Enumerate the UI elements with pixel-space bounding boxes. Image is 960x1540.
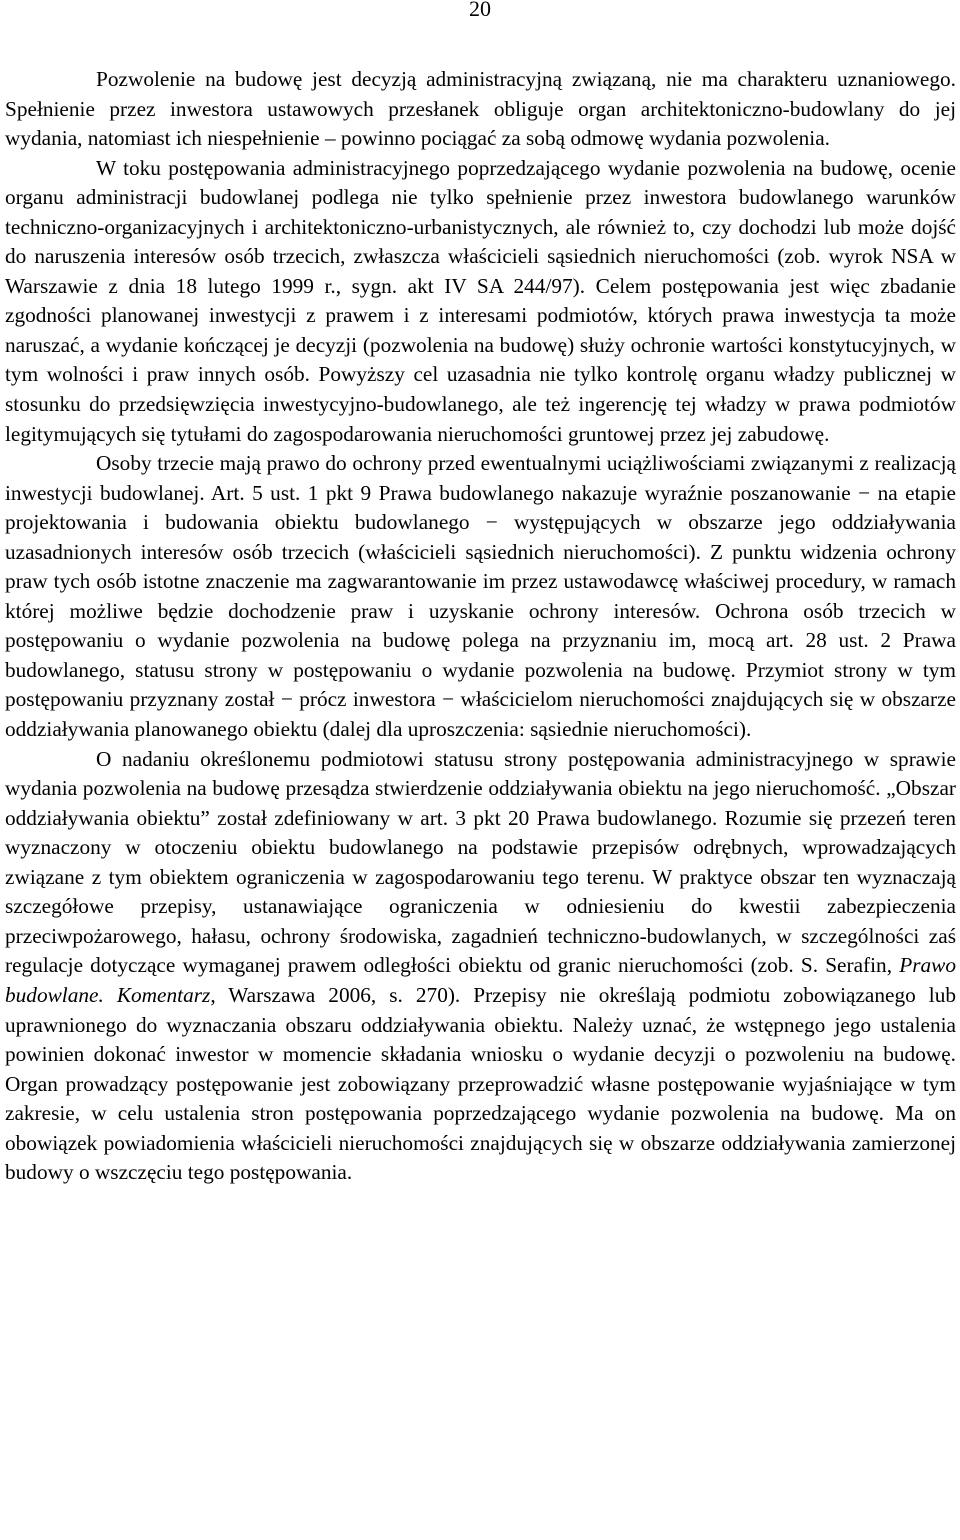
cited-work-title: Prawo budowlane. Komentarz [5,953,956,1007]
page-number: 20 [469,0,491,21]
paragraph-1: Pozwolenie na budowę jest decyzją administracyjną związaną, nie ma charakteru uznaniowego. Spełnienie przez inwestora ustawowych przesłanek obliguje organ architektoniczno-budowlany do jej wydania, natomiast ich niespełnienie – powinno pociągać za sobą odmowę wydania pozwolenia. [5,67,956,151]
paragraph-4 [5,745,956,1188]
paragraph-4-text-end: , Warszawa 2006, s. 270). Przepisy nie określają podmiotu zobowiązanego lub uprawnionego do wyznaczania obszaru oddziaływania obiektu. Należy uznać, że wstępnego jego ustalenia powinien dokonać inwestor w momencie składania wniosku o wydanie decyzji o pozwoleniu na budowę. Organ prowadzący postępowanie jest zobowiązany przeprowadzić własne postępowanie wyjaśniające w tym zakresie, w celu ustalenia stron postępowania poprzedzającego wydanie pozwolenia na budowę. Ma on obowiązek powiadomienia właścicieli nieruchomości znajdujących się w obszarze oddziaływania zamierzonej budowy o wszczęciu tego postępowania. [5,982,957,1185]
paragraph-2: W toku postępowania administracyjnego poprzedzającego wydanie pozwolenia na budowę, ocenie organu administracji budowlanej podlega nie tylko spełnienie przez inwestora budowlanego warunków techniczno-organizacyjnych i architektoniczno-urbanistycznych, ale również to, czy dochodzi lub może dojść do naruszenia interesów osób trzecich, zwłaszcza właścicieli sąsiednich nieruchomości (zob. wyrok NSA w Warszawie z dnia 18 lutego 1999 r., sygn. akt IV SA 244/97). Celem postępowania jest więc zbadanie zgodności planowanej inwestycji z prawem i z interesami podmiotów, których prawa inwestycja ta może naruszać, a wydanie kończącej je decyzji (pozwolenia na budowę) służy ochronie wartości konstytucyjnych, w tym wolności i praw innych osób. Powyższy cel uzasadnia nie tylko kontrolę organu władzy publicznej w stosunku do przedsięwzięcia inwestycyjno-budowlanego, ale też ingerencję tej władzy w prawa podmiotów legitymujących się tytułami do zagospodarowania nieruchomości gruntowej przez jej zabudowę. [5,155,956,446]
paragraph-4-text-start: O nadaniu określonemu podmiotowi statusu strony postępowania administracyjnego w sprawie wydania pozwolenia na budowę przesądza stwierdzenie oddziaływania obiektu na jego nieruchomość. „Obszar oddziaływania obiektu” został zdefiniowany w art. 3 pkt 20 Prawa budowlanego. Rozumie się przezeń teren wyznaczony w otoczeniu obiektu budowlanego na podstawie przepisów odrębnych, wprowadzających związane z tym obiektem ograniczenia w zagospodarowaniu tego terenu. W praktyce obszar ten wyznaczają szczegółowe przepisy, ustanawiające ograniczenia w odniesieniu do kwestii zabezpieczenia przeciwpożarowego, hałasu, ochrony środowiska, zagadnień techniczno-budowlanych, w szczególności zaś regulacje dotyczące wymaganej prawem odległości obiektu od granic nieruchomości (zob. S. Serafin, [5,746,956,978]
paragraph-3: Osoby trzecie mają prawo do ochrony przed ewentualnymi uciążliwościami związanymi z realizacją inwestycji budowlanej. Art. 5 ust. 1 pkt 9 Prawa budowlanego nakazuje wyraźnie poszanowanie − na etapie projektowania i budowania obiektu budowlanego − występujących w obszarze jego oddziaływania uzasadnionych interesów osób trzecich (właścicieli sąsiednich nieruchomości). Z punktu widzenia ochrony praw tych osób istotne znaczenie ma zagwarantowanie im przez ustawodawcę właściwej procedury, w ramach której możliwe będzie dochodzenie praw i uzyskanie ochrony interesów. Ochrona osób trzecich w postępowaniu o wydanie pozwolenia na budowę polega na przyznaniu im, mocą art. 28 ust. 2 Prawa budowlanego, statusu strony w postępowaniu o wydanie pozwolenia na budowę. Przymiot strony w tym postępowaniu przyznany został − prócz inwestora − właścicielom nieruchomości znajdujących się w obszarze oddziaływania planowanego obiektu (dalej dla uproszczenia: sąsiednie nieruchomości). [5,451,956,742]
body-text [5,65,956,1188]
